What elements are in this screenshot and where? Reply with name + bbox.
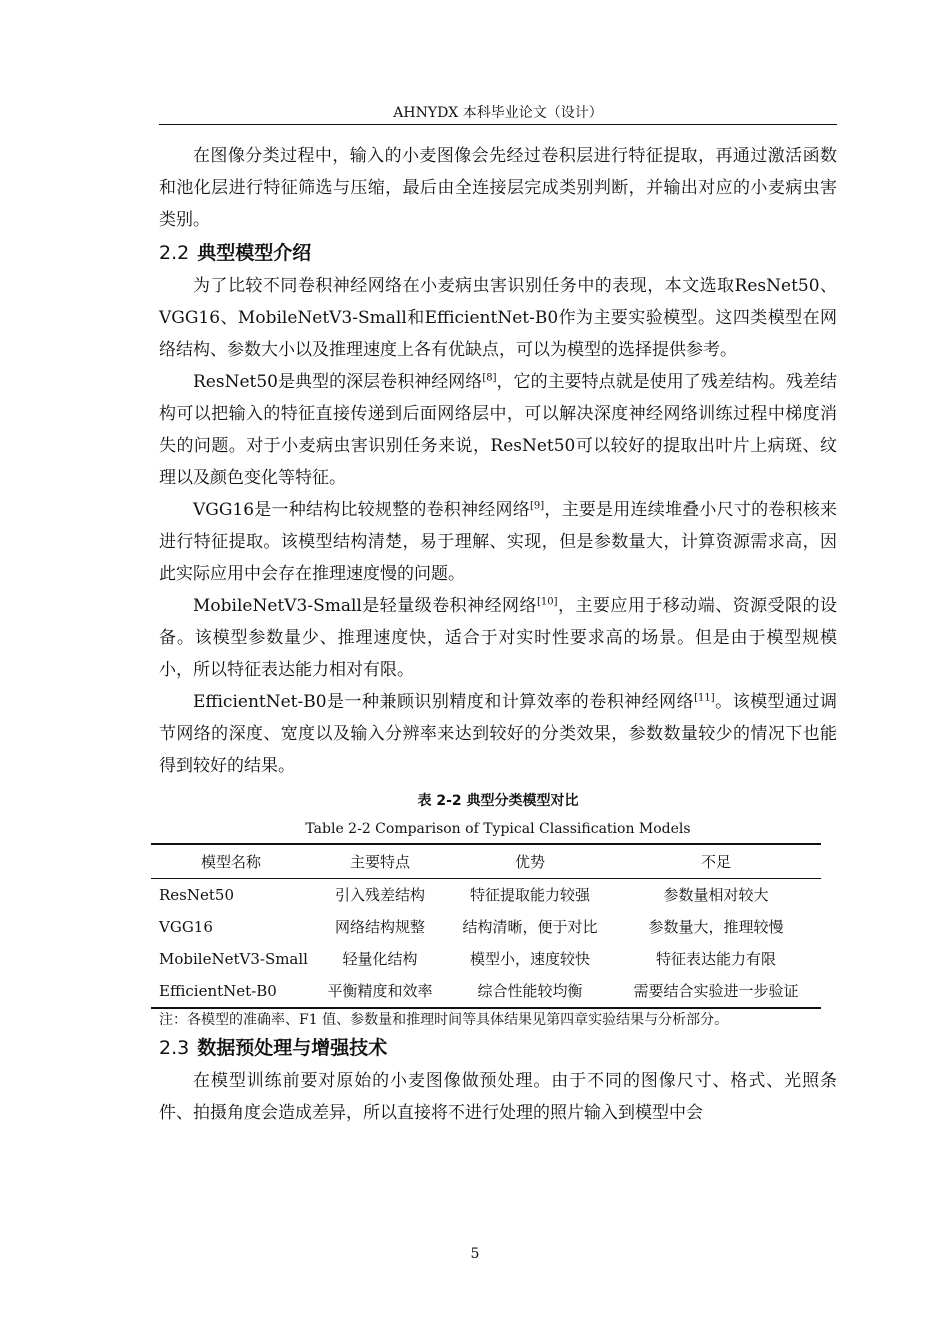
- cell-text: 特征提取能力较强: [469, 886, 590, 904]
- paragraph-text: ，它的主要特点就是使用了残差结构。残差结构可以把输入的特征直接传递到后面网络层中，可以解决深度神经网络训练过程中梯度消失的问题。对于小麦病虫害识别任务来说，ResNet50可以较好的提取出叶片上病斑、纹理以及颜色变化等特征。: [159, 372, 838, 488]
- paragraph-preprocessing: 在模型训练前要对原始的小麦图像做预处理。由于不同的图像尺寸、格式、光照条件、拍摄角度会造成差异，所以直接将不进行处理的照片输入到模型中会: [159, 1071, 837, 1123]
- table-caption-cn: 表 2-2 典型分类模型对比: [417, 793, 579, 809]
- paragraph-text: ResNet50是典型的深层卷积神经网络: [193, 372, 483, 392]
- table-header-row: [151, 844, 821, 879]
- model-comparison-table: [151, 843, 821, 1009]
- cell-text: 特征表达能力有限: [655, 950, 776, 968]
- page-content: [159, 140, 837, 1129]
- table-note: 注：各模型的准确率、F1 值、参数量和推理时间等具体结果见第四章实验结果与分析部分。: [159, 1012, 729, 1028]
- paragraph-text: MobileNetV3-Small是轻量级卷积神经网络: [193, 596, 537, 616]
- table-row: [151, 943, 821, 975]
- cell-text: 结构清晰，便于对比: [462, 918, 598, 936]
- paragraph-efficientnet: [159, 686, 837, 782]
- cell-text: 综合性能较均衡: [477, 982, 583, 1000]
- cell-text: 需要结合实验进一步验证: [633, 982, 799, 1000]
- table-row: [151, 975, 821, 1008]
- table-caption-en: Table 2-2 Comparison of Typical Classification Models: [305, 821, 691, 837]
- paragraph-text: VGG16是一种结构比较规整的卷积神经网络: [193, 500, 530, 520]
- citation-ref: [11]: [694, 692, 715, 704]
- table-cell: [449, 911, 611, 943]
- paragraph-model-selection: 为了比较不同卷积神经网络在小麦病虫害识别任务中的表现，本文选取ResNet50、VGG16、MobileNetV3-Small和EfficientNet-B0作为主要实验模型。这四类模型在网络结构、参数大小以及推理速度上各有优缺点，可以为模型的选择提供参考。: [159, 276, 837, 360]
- table-row: [151, 879, 821, 912]
- table-cell: [311, 911, 449, 943]
- page-number: 5: [470, 1246, 480, 1262]
- table-cell: [311, 879, 449, 912]
- citation-ref: [10]: [536, 596, 558, 608]
- cell-text: 网络结构规整: [334, 918, 425, 936]
- table-cell: [449, 943, 611, 975]
- table-cell: VGG16: [159, 918, 213, 936]
- cell-text: 参数量相对较大: [663, 886, 769, 904]
- paragraph-text: 。该模型通过调节网络的深度、宽度以及输入分辨率来达到较好的分类效果，参数数量较少的情况下也能得到较好的结果。: [159, 692, 838, 776]
- table-row: [151, 911, 821, 943]
- column-header: 不足: [611, 844, 821, 879]
- table-cell: [611, 879, 821, 912]
- table-cell: [449, 975, 611, 1008]
- table-cell: [449, 879, 611, 912]
- section-title: 数据预处理与增强技术: [197, 1037, 388, 1059]
- paragraph-text: ，主要是用连续堆叠小尺寸的卷积核来进行特征提取。该模型结构清楚，易于理解、实现，但是参数量大，计算资源需求高，因此实际应用中会存在推理速度慢的问题。: [159, 500, 837, 584]
- paragraph-text: EfficientNet-B0是一种兼顾识别精度和计算效率的卷积神经网络: [193, 692, 695, 712]
- paragraph-classification-process: 在图像分类过程中，输入的小麦图像会先经过卷积层进行特征提取，再通过激活函数和池化层进行特征筛选与压缩，最后由全连接层完成类别判断，并输出对应的小麦病虫害类别。: [159, 146, 837, 230]
- paragraph-vgg16: [159, 494, 837, 590]
- section-heading-2-3: [159, 1031, 837, 1065]
- page-header: AHNYDX 本科毕业论文（设计）: [393, 105, 603, 121]
- cell-text: 引入残差结构: [334, 886, 425, 904]
- column-header: 模型名称: [151, 844, 311, 879]
- column-header: 优势: [449, 844, 611, 879]
- table-cell: [311, 943, 449, 975]
- section-heading-2-2: [159, 236, 837, 270]
- paragraph-mobilenetv3: [159, 590, 837, 686]
- paragraph-resnet50: [159, 366, 837, 494]
- column-header: 主要特点: [311, 844, 449, 879]
- cell-text: 模型小，速度较快: [469, 950, 590, 968]
- table-cell: MobileNetV3-Small: [159, 950, 308, 968]
- cell-text: 参数量大，推理较慢: [648, 918, 784, 936]
- section-number: 2.3: [159, 1037, 190, 1059]
- table-cell: ResNet50: [159, 886, 234, 904]
- cell-text: 轻量化结构: [342, 950, 418, 968]
- cell-text: 平衡精度和效率: [327, 982, 433, 1000]
- header-rule: [159, 124, 837, 125]
- table-cell: [311, 975, 449, 1008]
- citation-ref: [9]: [529, 500, 545, 512]
- section-number: 2.2: [159, 242, 190, 264]
- table-cell: [611, 975, 821, 1008]
- table-cell: [611, 943, 821, 975]
- paragraph-text: ，主要应用于移动端、资源受限的设备。该模型参数量少、推理速度快，适合于对实时性要求高的场景。但是由于模型规模小，所以特征表达能力相对有限。: [159, 596, 837, 680]
- section-title: 典型模型介绍: [197, 242, 312, 264]
- table-cell: [611, 911, 821, 943]
- citation-ref: [8]: [482, 372, 497, 384]
- table-cell: EfficientNet-B0: [151, 975, 311, 1008]
